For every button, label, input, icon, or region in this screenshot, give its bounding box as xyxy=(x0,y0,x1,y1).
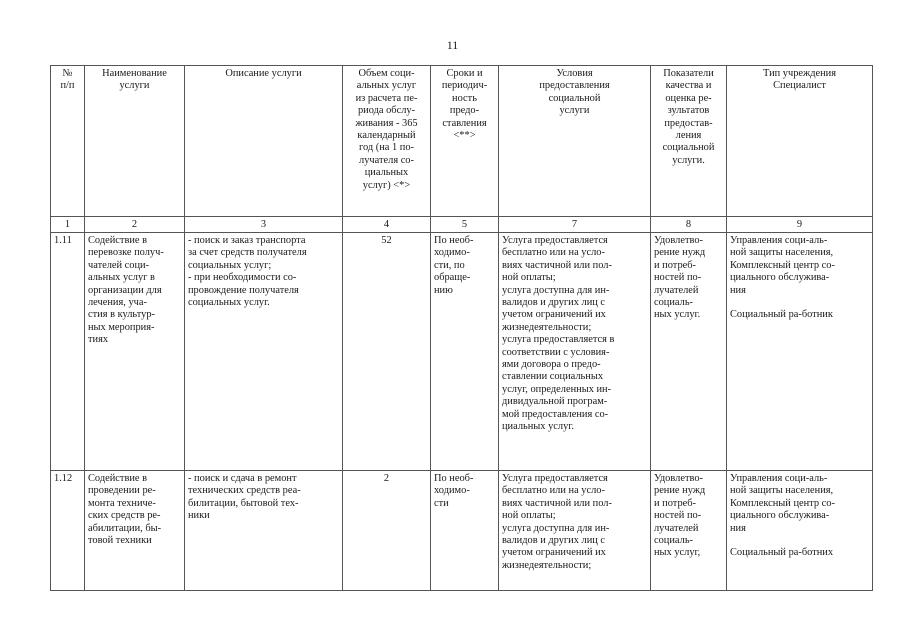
header-service-name xyxy=(85,66,185,217)
column-number: 7 xyxy=(499,217,651,233)
text-line: услуга доступна для ин- xyxy=(502,284,610,296)
text-line: Содействие в xyxy=(88,473,148,484)
text-line: ной оплаты; xyxy=(502,272,556,284)
text-line: Условия xyxy=(556,68,593,79)
text-line: социальных услуг. xyxy=(188,297,270,309)
text-line: циального обслужива- xyxy=(730,272,830,284)
text-line: ями договора о предо- xyxy=(502,359,601,371)
text-line: услуг) <*> xyxy=(362,179,411,191)
text-line: Наименование xyxy=(102,68,167,79)
text-line: лечения, уча- xyxy=(88,297,147,309)
header-quality-indicators xyxy=(651,66,727,217)
text-line: чателей соци- xyxy=(88,259,150,271)
text-line: рение нужд xyxy=(654,485,706,497)
text-line: жизнедеятельности; xyxy=(502,559,592,571)
text-line: альных услуг в xyxy=(88,272,155,284)
text-line: Комплексный центр со- xyxy=(730,259,835,271)
column-number: 3 xyxy=(185,217,343,233)
quality-indicators xyxy=(651,233,727,471)
service-volume: 2 xyxy=(343,471,431,591)
text-line: социаль- xyxy=(654,297,694,309)
text-line: услуги xyxy=(559,105,590,117)
text-line: тиях xyxy=(88,334,109,346)
text-line: циального обслужива- xyxy=(730,510,830,522)
text-line: предо- xyxy=(449,105,480,117)
text-line: ной защиты населения, xyxy=(730,485,834,497)
text-line: № xyxy=(62,68,73,79)
column-number: 8 xyxy=(651,217,727,233)
service-name xyxy=(85,233,185,471)
header-number xyxy=(51,66,85,217)
text-line: мой предоставления со- xyxy=(502,408,609,420)
text-line: бесплатно или на усло- xyxy=(502,247,605,259)
specialist: Социальный ра-ботних xyxy=(730,547,834,559)
text-line: нию xyxy=(434,284,453,296)
text-line: По необ- xyxy=(434,473,474,484)
text-line: из расчета пе- xyxy=(355,92,418,104)
header-service-description xyxy=(185,66,343,217)
text-line: п/п xyxy=(60,80,75,92)
text-line: ной защиты населения, xyxy=(730,247,834,259)
text-line: лучателей xyxy=(654,522,699,534)
service-name xyxy=(85,471,185,591)
text-line: сти, по xyxy=(434,259,465,271)
text-line: риода обслу- xyxy=(357,105,416,117)
text-line: валидов и других лиц с xyxy=(502,535,606,547)
social-services-table xyxy=(50,65,873,591)
text-line: соответствии с условия- xyxy=(502,346,610,358)
text-line: технических средств реа- xyxy=(188,485,301,497)
text-line: предоставления xyxy=(539,80,610,92)
text-line: услуга предоставляется в xyxy=(502,334,615,346)
service-period xyxy=(431,233,499,471)
service-conditions xyxy=(499,471,651,591)
text-line: Удовлетво- xyxy=(654,235,703,246)
text-line: зультатов xyxy=(667,105,710,117)
text-line: ностей по- xyxy=(654,272,702,284)
text-line: По необ- xyxy=(434,235,474,246)
service-conditions xyxy=(499,233,651,471)
header-service-volume xyxy=(343,66,431,217)
text-line: перевозке получ- xyxy=(88,247,164,259)
text-line: ставлении социальных xyxy=(502,371,604,383)
text-line: Комплексный центр со- xyxy=(730,497,835,509)
text-line: ники xyxy=(188,510,210,522)
quality-indicators xyxy=(651,471,727,591)
text-line: оценка ре- xyxy=(665,92,712,104)
text-line: за счет средств получателя xyxy=(188,247,307,259)
text-line: организации для xyxy=(88,284,162,296)
text-line: Управления соци-аль- xyxy=(730,473,828,484)
text-line: проведении ре- xyxy=(88,485,156,497)
text-line: социальных услуг; xyxy=(188,259,272,271)
text-line: виях частичной или пол- xyxy=(502,259,612,271)
row-number: 1.12 xyxy=(51,471,85,591)
text-line: услуг, определенных ин- xyxy=(502,383,612,395)
column-number: 2 xyxy=(85,217,185,233)
text-line: ностей по- xyxy=(654,510,702,522)
text-line: - поиск и заказ транспорта xyxy=(188,235,306,246)
text-line: рение нужд xyxy=(654,247,706,259)
table-row xyxy=(51,233,873,471)
text-line: товой техники xyxy=(88,535,152,547)
text-line: учетом ограничений их xyxy=(502,309,606,321)
text-line: ность xyxy=(452,92,477,104)
text-line: циальных услуг. xyxy=(502,421,574,433)
text-line: монта техниче- xyxy=(88,497,156,509)
text-line: - при необходимости со- xyxy=(188,272,297,284)
header-service-conditions xyxy=(499,66,651,217)
text-line: ния xyxy=(730,522,746,534)
column-number: 9 xyxy=(727,217,873,233)
text-line: ления xyxy=(675,130,702,142)
text-line: Содействие в xyxy=(88,235,148,246)
service-description xyxy=(185,233,343,471)
text-line: учетом ограничений их xyxy=(502,547,606,559)
text-line: ных услуг, xyxy=(654,547,701,559)
text-line: Тип учреждения xyxy=(762,68,836,79)
text-line: услуга доступна для ин- xyxy=(502,522,610,534)
text-line: сти xyxy=(434,497,449,509)
text-line: услуги xyxy=(119,80,150,92)
text-line: ной оплаты; xyxy=(502,510,556,522)
institution-type xyxy=(727,233,873,471)
text-line: провождение получателя xyxy=(188,284,299,296)
text-line: циальных xyxy=(364,167,409,179)
text-line: жизнедеятельности; xyxy=(502,321,592,333)
text-line: Показатели xyxy=(663,68,714,79)
text-line: ских средств ре- xyxy=(88,510,161,522)
specialist: Социальный ра-ботник xyxy=(730,309,833,321)
text-line: Управления соци-аль- xyxy=(730,235,828,246)
header-institution-type xyxy=(727,66,873,217)
text-line: бесплатно или на усло- xyxy=(502,485,605,497)
text-line: лучателей xyxy=(654,284,699,296)
text-line: ходимо- xyxy=(434,485,470,497)
text-line: билитации, бытовой тех- xyxy=(188,497,299,509)
header-row xyxy=(51,66,873,217)
service-description xyxy=(185,471,343,591)
column-number: 4 xyxy=(343,217,431,233)
text-line: виях частичной или пол- xyxy=(502,497,612,509)
text-line: - поиск и сдача в ремонт xyxy=(188,473,297,484)
text-line: валидов и других лиц с xyxy=(502,297,606,309)
text-line: <**> xyxy=(453,130,476,142)
column-number-row xyxy=(51,217,873,233)
header-service-period xyxy=(431,66,499,217)
text-line: ходимо- xyxy=(434,247,470,259)
row-number: 1.11 xyxy=(51,233,85,471)
text-line: ния xyxy=(730,284,746,296)
text-line: Услуга предоставляется xyxy=(502,235,608,246)
text-line: альных услуг xyxy=(356,80,417,92)
text-line: периодич- xyxy=(441,80,488,92)
text-line: Сроки и xyxy=(446,68,483,79)
service-volume: 52 xyxy=(343,233,431,471)
text-line: ных услуг. xyxy=(654,309,701,321)
table-row xyxy=(51,471,873,591)
text-line: календарный xyxy=(357,130,416,142)
text-line: обраще- xyxy=(434,272,471,284)
text-line: ставления xyxy=(442,117,487,129)
column-number: 1 xyxy=(51,217,85,233)
column-number: 5 xyxy=(431,217,499,233)
text-line: год (на 1 по- xyxy=(358,142,415,154)
text-line: живания - 365 xyxy=(355,117,418,129)
text-line: услуги. xyxy=(672,154,705,166)
text-line: и потреб- xyxy=(654,259,696,271)
text-line: Удовлетво- xyxy=(654,473,703,484)
text-line: Описание услуги xyxy=(225,68,302,79)
text-line: ных мероприя- xyxy=(88,321,155,333)
page-number: 11 xyxy=(446,38,459,52)
institution-type xyxy=(727,471,873,591)
text-line: Услуга предоставляется xyxy=(502,473,608,484)
text-line: и потреб- xyxy=(654,497,696,509)
text-line: Специалист xyxy=(773,80,826,92)
text-line: социальной xyxy=(548,92,601,104)
text-line: социаль- xyxy=(654,535,694,547)
text-line: лучателя со- xyxy=(359,154,414,166)
text-line: качества и xyxy=(665,80,712,92)
text-line: Объем соци- xyxy=(358,68,415,79)
text-line: стия в культур- xyxy=(88,309,156,321)
service-period xyxy=(431,471,499,591)
text-line: абилитации, бы- xyxy=(88,522,162,534)
text-line: дивидуальной програм- xyxy=(502,396,608,408)
text-line: предостав- xyxy=(664,117,713,129)
text-line: социальной xyxy=(662,142,715,154)
